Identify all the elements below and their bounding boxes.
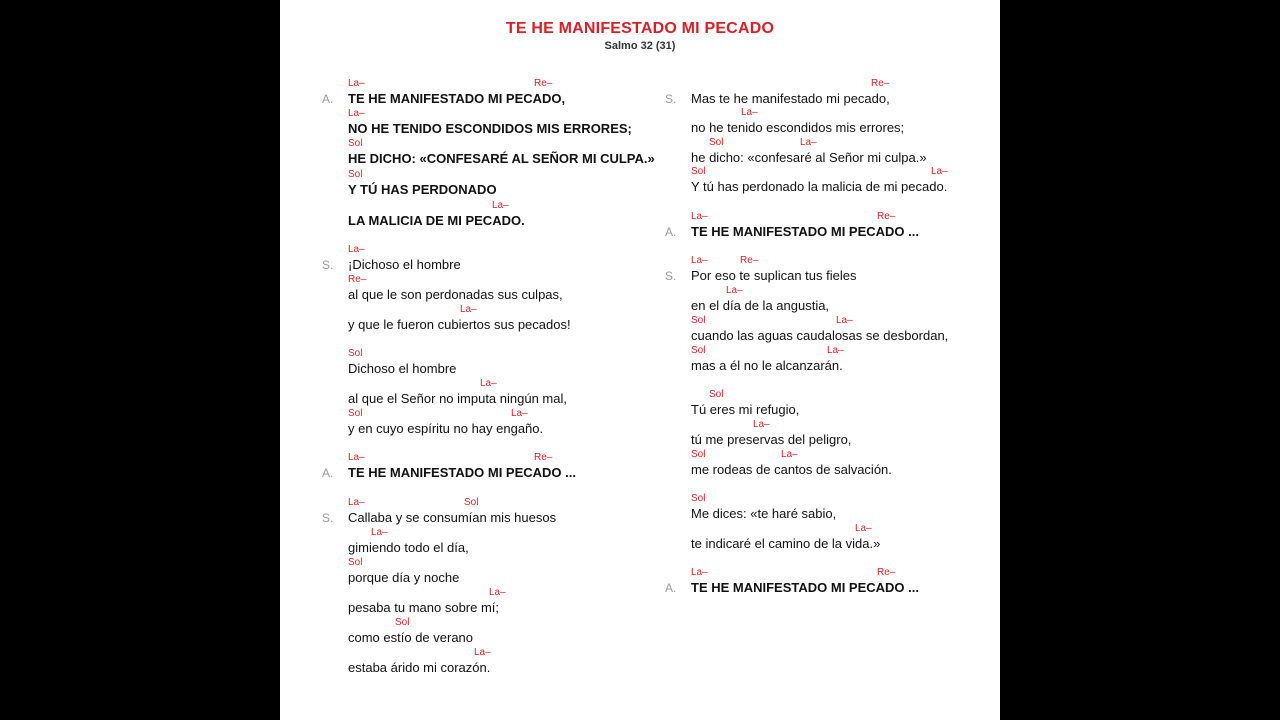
verse-lyric: al que le son perdonadas sus culpas, [348, 287, 563, 302]
verse-lyric: gimiendo todo el día, [348, 540, 469, 555]
chord-label: Re– [740, 255, 759, 266]
lyric-line [348, 348, 668, 378]
lyric-line [691, 78, 1011, 108]
lyric-line [348, 617, 668, 647]
lyric-line [348, 452, 668, 482]
verse-lyric: Me dices: «te haré sabio, [691, 506, 837, 521]
verse-lyric: porque día y noche [348, 570, 460, 585]
lyric-line [691, 211, 1011, 241]
verse-lyric: Dichoso el hombre [348, 361, 457, 376]
chord-label: La– [348, 497, 365, 508]
chord-label: La– [836, 315, 853, 326]
lyric-line [348, 138, 668, 168]
verse-lyric: estaba árido mi corazón. [348, 660, 491, 675]
song-sheet [280, 0, 1000, 720]
song-subtitle: Salmo 32 (31) [604, 40, 676, 52]
lyric-line [691, 389, 1011, 419]
lyric-line [691, 137, 1011, 167]
lyric-line [348, 497, 668, 527]
lyric-line [691, 315, 1011, 345]
chord-label: Sol [691, 345, 706, 356]
chord-label: La– [691, 567, 708, 578]
chord-label: La– [489, 587, 506, 598]
chord-label: Sol [348, 348, 363, 359]
lyric-line [348, 108, 668, 138]
lyric-line [691, 255, 1011, 285]
verse-lyric: y en cuyo espíritu no hay engaño. [348, 421, 544, 436]
section-marker: S. [322, 258, 334, 272]
chord-label: La– [480, 378, 497, 389]
lyric-line [691, 523, 1011, 553]
lyric-line [691, 107, 1011, 137]
chord-label: Sol [348, 138, 363, 149]
chord-label: La– [827, 345, 844, 356]
lyric-line [348, 527, 668, 557]
chord-label: La– [348, 452, 365, 463]
chord-label: La– [474, 647, 491, 658]
chord-label: La– [492, 200, 509, 211]
chord-label: Sol [464, 497, 479, 508]
lyric-line [691, 449, 1011, 479]
chord-label: Sol [691, 449, 706, 460]
chord-label: Sol [691, 166, 706, 177]
verse-lyric: al que el Señor no imputa ningún mal, [348, 391, 567, 406]
lyric-line [348, 557, 668, 587]
chord-label: La– [348, 244, 365, 255]
chord-label: La– [371, 527, 388, 538]
verse-lyric: Por eso te suplican tus fieles [691, 268, 857, 283]
verse-lyric: no he tenido escondidos mis errores; [691, 120, 905, 135]
chord-label: La– [931, 166, 948, 177]
lyric-line [348, 244, 668, 274]
verse-lyric: en el día de la angustia, [691, 298, 830, 313]
refrain-lyric: NO HE TENIDO ESCONDIDOS MIS ERRORES; [348, 121, 632, 136]
chord-label: Re– [534, 78, 553, 89]
chord-label: La– [348, 108, 365, 119]
lyric-line [691, 567, 1011, 597]
verse-lyric: Tú eres mi refugio, [691, 402, 800, 417]
lyric-line [691, 285, 1011, 315]
chord-label: Re– [348, 274, 367, 285]
verse-lyric: como estío de verano [348, 630, 474, 645]
chord-label: Sol [709, 137, 724, 148]
lyric-line [348, 408, 668, 438]
lyric-line [691, 493, 1011, 523]
chord-label: La– [741, 107, 758, 118]
chord-label: La– [800, 137, 817, 148]
chord-label: Re– [877, 211, 896, 222]
chord-label: La– [855, 523, 872, 534]
lyric-line [348, 378, 668, 408]
refrain-lyric: Y TÚ HAS PERDONADO [348, 182, 497, 197]
verse-lyric: me rodeas de cantos de salvación. [691, 462, 892, 477]
lyric-line [348, 274, 668, 304]
refrain-lyric: TE HE MANIFESTADO MI PECADO ... [691, 580, 919, 595]
verse-lyric: Callaba y se consumían mis huesos [348, 510, 557, 525]
chord-label: La– [691, 211, 708, 222]
refrain-lyric: TE HE MANIFESTADO MI PECADO ... [691, 224, 919, 239]
chord-label: La– [781, 449, 798, 460]
lyric-line [691, 345, 1011, 375]
chord-label: La– [753, 419, 770, 430]
refrain-lyric: TE HE MANIFESTADO MI PECADO ... [348, 465, 576, 480]
verse-lyric: ¡Dichoso el hombre [348, 257, 461, 272]
lyric-line [348, 200, 668, 230]
section-marker: A. [322, 92, 334, 106]
chord-label: Sol [395, 617, 410, 628]
verse-lyric: tú me preservas del peligro, [691, 432, 852, 447]
section-marker: A. [665, 581, 677, 595]
chord-label: Sol [348, 169, 363, 180]
lyric-line [348, 647, 668, 677]
refrain-lyric: HE DICHO: «CONFESARÉ AL SEÑOR MI CULPA.» [348, 151, 655, 166]
chord-label: Sol [348, 557, 363, 568]
verse-lyric: Y tú has perdonado la malicia de mi pecado. [691, 179, 948, 194]
verse-lyric: Mas te he manifestado mi pecado, [691, 91, 890, 106]
verse-lyric: te indicaré el camino de la vida.» [691, 536, 881, 551]
chord-label: Re– [871, 78, 890, 89]
chord-label: La– [691, 255, 708, 266]
chord-label: Re– [534, 452, 553, 463]
refrain-lyric: LA MALICIA DE MI PECADO. [348, 213, 525, 228]
section-marker: A. [322, 466, 334, 480]
verse-lyric: he dicho: «confesaré al Señor mi culpa.» [691, 150, 927, 165]
verse-lyric: mas a él no le alcanzarán. [691, 358, 843, 373]
chord-label: Sol [691, 493, 706, 504]
chord-label: La– [511, 408, 528, 419]
chord-label: Sol [348, 408, 363, 419]
verse-lyric: cuando las aguas caudalosas se desbordan, [691, 328, 949, 343]
chord-label: La– [726, 285, 743, 296]
lyric-line [348, 304, 668, 334]
verse-lyric: y que le fueron cubiertos sus pecados! [348, 317, 571, 332]
lyric-line [348, 169, 668, 199]
lyric-line [348, 587, 668, 617]
section-marker: A. [665, 225, 677, 239]
chord-label: Sol [691, 315, 706, 326]
lyric-line [691, 166, 1011, 196]
refrain-lyric: TE HE MANIFESTADO MI PECADO, [348, 91, 566, 106]
section-marker: S. [665, 269, 677, 283]
lyric-line [691, 419, 1011, 449]
chord-label: Re– [877, 567, 896, 578]
chord-label: Sol [709, 389, 724, 400]
lyric-line [348, 78, 668, 108]
verse-lyric: pesaba tu mano sobre mí; [348, 600, 500, 615]
section-marker: S. [322, 511, 334, 525]
chord-label: La– [348, 78, 365, 89]
section-marker: S. [665, 92, 677, 106]
chord-label: La– [460, 304, 477, 315]
song-title: TE HE MANIFESTADO MI PECADO [505, 20, 775, 37]
